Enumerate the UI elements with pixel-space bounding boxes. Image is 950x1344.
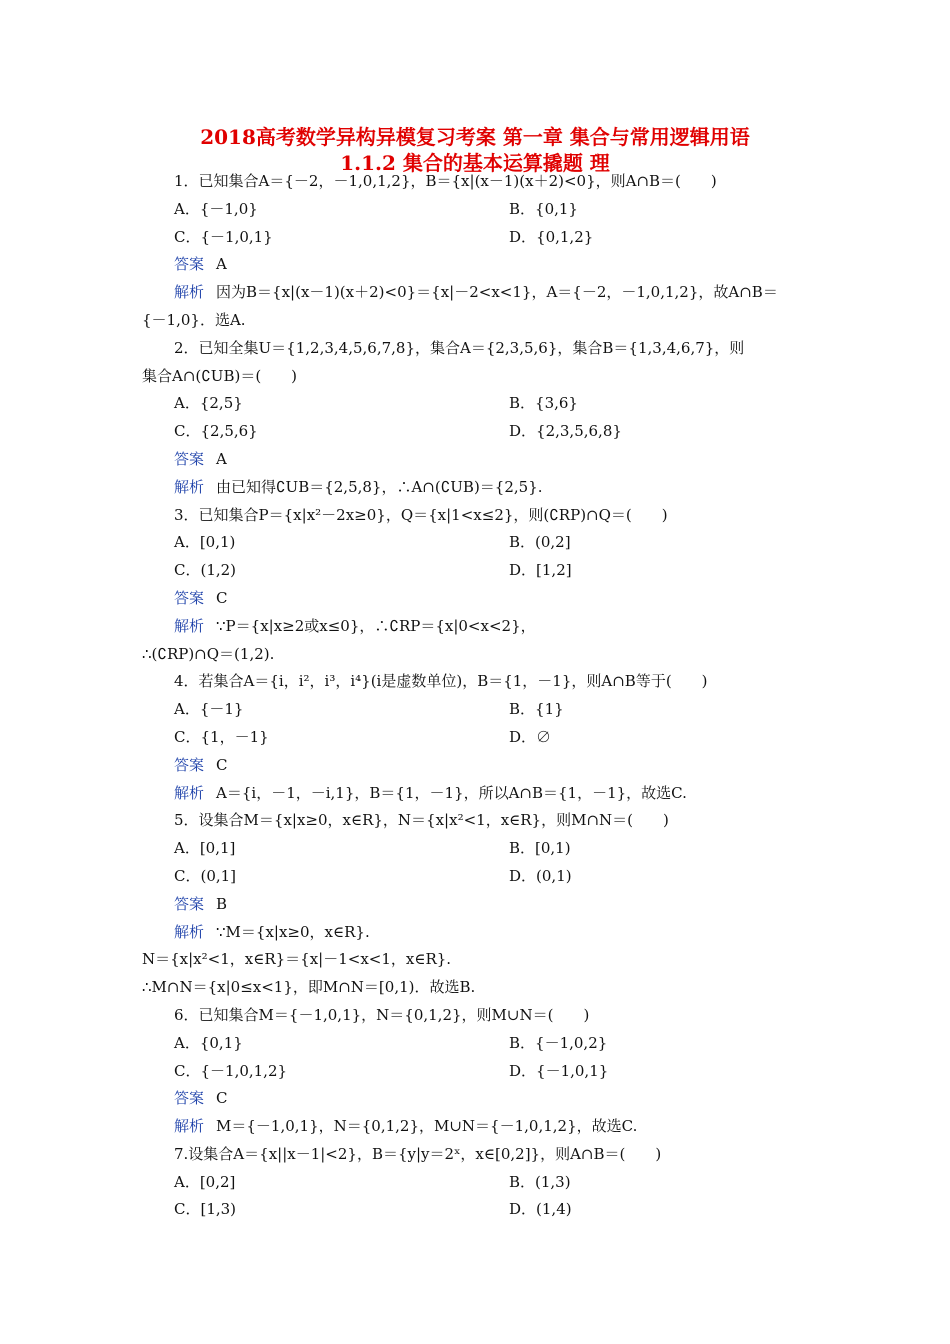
q1-option-a: A．{－1,0} — [174, 199, 258, 218]
analysis-label: 解析 — [174, 922, 205, 941]
answer-label: 答案 — [174, 588, 205, 607]
document-subtitle: 1.1.2 集合的基本运算撬题 理 — [340, 151, 610, 175]
q4-option-d: D．∅ — [509, 727, 552, 746]
q3-option-b: B．(0,2] — [509, 533, 571, 552]
q2-option-d: D．{2,3,5,6,8} — [509, 422, 622, 441]
answer-label: 答案 — [174, 755, 205, 774]
question-3-analysis — [142, 613, 812, 641]
question-4-options-row2 — [142, 724, 812, 752]
q5-option-c: C．(0,1] — [174, 866, 237, 885]
q2-analysis-text: 由已知得∁UB＝{2,5,8}，∴A∩(∁UB)＝{2,5}. — [216, 477, 543, 496]
question-5-answer — [142, 891, 812, 919]
q6-option-a: A．{0,1} — [174, 1033, 243, 1052]
analysis-label: 解析 — [174, 616, 205, 635]
answer-label: 答案 — [174, 255, 205, 274]
question-5-options-row1 — [142, 835, 812, 863]
answer-label: 答案 — [174, 894, 205, 913]
question-1-analysis-cont: {－1,0}．选A. — [142, 310, 246, 329]
answer-label: 答案 — [174, 1089, 205, 1108]
question-3-options-row1 — [142, 529, 812, 557]
question-4-analysis — [142, 780, 812, 808]
analysis-label: 解析 — [174, 283, 205, 302]
q3-option-c: C．(1,2) — [174, 561, 237, 580]
q4-option-c: C．{1，－1} — [174, 727, 269, 746]
q3-option-d: D．[1,2] — [509, 561, 572, 580]
answer-label: 答案 — [174, 449, 205, 468]
document-title: 2018高考数学异构异模复习考案 第一章 集合与常用逻辑用语 — [200, 125, 750, 149]
question-2-stem-cont: 集合A∩(∁UB)＝( ) — [142, 366, 298, 385]
question-5-options-row2 — [142, 863, 812, 891]
q2-option-a: A．{2,5} — [174, 394, 243, 413]
question-5-analysis-cont1: N＝{x|x²<1，x∈R}＝{x|－1<x<1，x∈R}. — [142, 950, 452, 969]
q1-answer-value: A — [216, 255, 227, 274]
question-1-options-row2 — [142, 224, 812, 252]
question-1-analysis — [142, 279, 812, 307]
q6-analysis-text: M＝{－1,0,1}，N＝{0,1,2}，M∪N＝{－1,0,1,2}，故选C. — [216, 1117, 638, 1136]
q6-answer-value: C — [216, 1089, 228, 1108]
q5-answer-value: B — [216, 894, 228, 913]
question-6-options-row1 — [142, 1030, 812, 1058]
question-4-answer — [142, 752, 812, 780]
q2-option-c: C．{2,5,6} — [174, 422, 258, 441]
question-7-stem: 7.设集合A＝{x||x－1|<2}，B＝{y|y＝2ˣ，x∈[0,2]}，则A∩B＝( ) — [174, 1144, 662, 1163]
q7-option-a: A．[0,2] — [174, 1172, 236, 1191]
q2-option-b: B．{3,6} — [509, 394, 578, 413]
q4-option-a: A．{－1} — [174, 700, 244, 719]
analysis-label: 解析 — [174, 783, 205, 802]
analysis-label: 解析 — [174, 477, 205, 496]
question-1-stem: 1．已知集合A＝{－2，－1,0,1,2}，B＝{x|(x－1)(x＋2)<0}，则A∩B＝( ) — [174, 172, 717, 190]
question-6-stem: 6．已知集合M＝{－1,0,1}，N＝{0,1,2}，则M∪N＝( ) — [174, 1005, 590, 1024]
question-1-options-row1 — [142, 196, 812, 224]
question-7-options-row2 — [142, 1196, 812, 1224]
question-3-options-row2 — [142, 557, 812, 585]
question-4-options-row1 — [142, 696, 812, 724]
q4-analysis-text: A＝{i，－1，－i,1}，B＝{1，－1}，所以A∩B＝{1，－1}，故选C. — [216, 783, 687, 802]
question-3-stem: 3．已知集合P＝{x|x²－2x≥0}，Q＝{x|1<x≤2}，则(∁RP)∩Q＝( ) — [174, 505, 668, 524]
question-1-answer — [142, 251, 812, 279]
q3-answer-value: C — [216, 588, 228, 607]
question-6-answer — [142, 1085, 812, 1113]
question-2-options-row1 — [142, 390, 812, 418]
document-body — [142, 168, 812, 1224]
q4-answer-value: C — [216, 755, 228, 774]
q1-option-d: D．{0,1,2} — [509, 227, 594, 246]
q2-answer-value: A — [216, 449, 227, 468]
question-6-analysis — [142, 1113, 812, 1141]
q3-analysis-text: ∵P＝{x|x≥2或x≤0}，∴∁RP＝{x|0<x<2}， — [216, 616, 536, 635]
question-5-analysis — [142, 919, 812, 947]
q1-option-b: B．{0,1} — [509, 199, 578, 218]
q4-option-b: B．{1} — [509, 700, 564, 719]
question-5-stem: 5．设集合M＝{x|x≥0，x∈R}，N＝{x|x²<1，x∈R}，则M∩N＝( ) — [174, 811, 669, 830]
q1-option-c: C．{－1,0,1} — [174, 227, 273, 246]
question-2-answer — [142, 446, 812, 474]
question-3-answer — [142, 585, 812, 613]
question-4-stem: 4．若集合A＝{i，i²，i³，i⁴}(i是虚数单位)，B＝{1，－1}，则A∩B等于( ) — [174, 672, 708, 691]
q7-option-c: C．[1,3) — [174, 1200, 237, 1219]
q1-analysis-text: 因为B＝{x|(x－1)(x＋2)<0}＝{x|－2<x<1}，A＝{－2，－1,0,1,2}，故A∩B＝ — [216, 283, 778, 302]
question-2-analysis — [142, 474, 812, 502]
analysis-label: 解析 — [174, 1117, 205, 1136]
question-2-options-row2 — [142, 418, 812, 446]
q5-option-d: D．(0,1) — [509, 866, 572, 885]
question-7-options-row1 — [142, 1169, 812, 1197]
q5-option-b: B．[0,1) — [509, 839, 571, 858]
q5-analysis-text: ∵M＝{x|x≥0，x∈R}. — [216, 922, 370, 941]
question-3-analysis-cont: ∴(∁RP)∩Q＝(1,2). — [142, 644, 275, 663]
q3-option-a: A．[0,1) — [174, 533, 236, 552]
q7-option-d: D．(1,4) — [509, 1200, 572, 1219]
q7-option-b: B．(1,3) — [509, 1172, 571, 1191]
question-2-stem: 2．已知全集U＝{1,2,3,4,5,6,7,8}，集合A＝{2,3,5,6}，集合B＝{1,3,4,6,7}，则 — [174, 338, 745, 357]
q6-option-b: B．{－1,0,2} — [509, 1033, 608, 1052]
question-5-analysis-cont2: ∴M∩N＝{x|0≤x<1}，即M∩N＝[0,1)．故选B. — [142, 978, 476, 997]
question-6-options-row2 — [142, 1058, 812, 1086]
q5-option-a: A．[0,1] — [174, 839, 236, 858]
q6-option-c: C．{－1,0,1,2} — [174, 1061, 288, 1080]
q6-option-d: D．{－1,0,1} — [509, 1061, 609, 1080]
